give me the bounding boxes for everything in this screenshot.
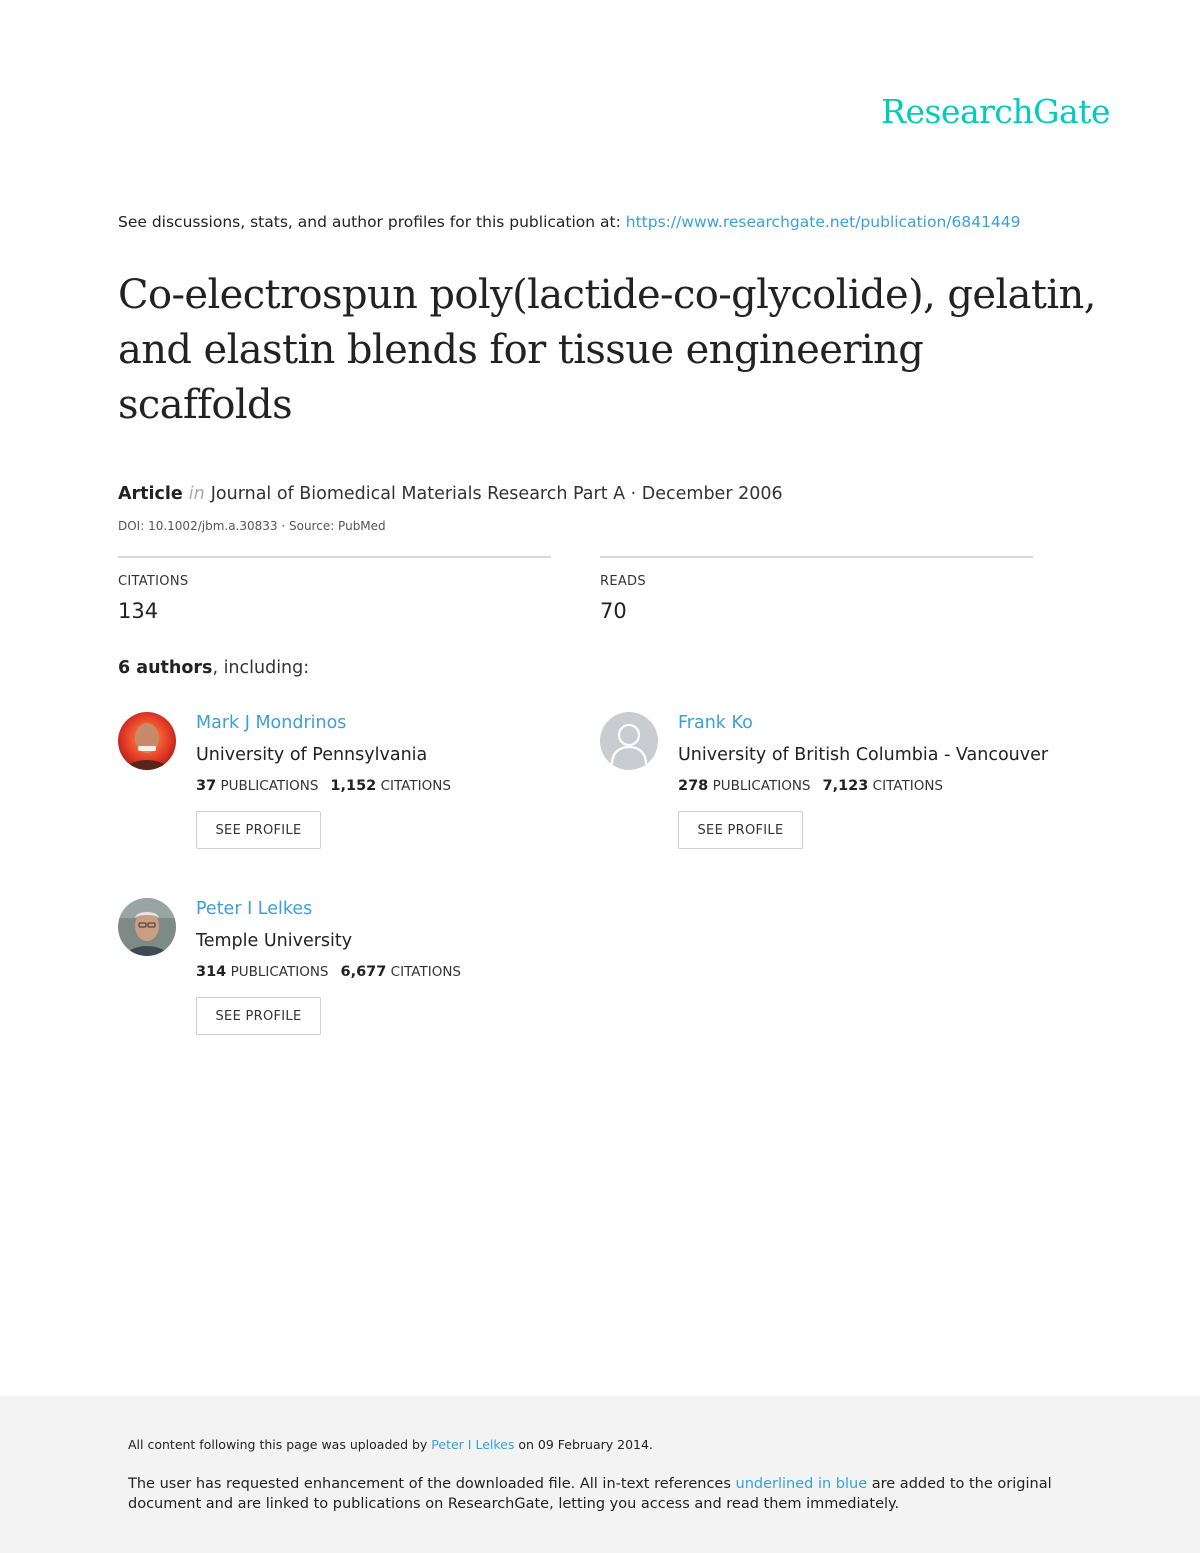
citations-value: 134 (118, 599, 159, 623)
journal-date[interactable]: Journal of Biomedical Materials Research Part A · December 2006 (210, 484, 783, 504)
footer-notice (0, 1396, 1200, 1553)
reads-stat (600, 556, 1033, 623)
publications-count: 278 (678, 778, 709, 794)
authors-count: 6 authors (118, 658, 213, 678)
citations-label: CITATIONS (390, 964, 461, 980)
intro-text: See discussions, stats, and author profiles for this publication at: (118, 213, 626, 231)
author-avatar[interactable] (118, 712, 176, 770)
author-stats (196, 778, 596, 794)
author-name-link[interactable]: Mark J Mondrinos (196, 713, 347, 733)
publications-label: PUBLICATIONS (220, 778, 319, 794)
citations-label: CITATIONS (380, 778, 451, 794)
upload-suffix: on 09 February 2014. (514, 1437, 653, 1452)
enhancement-notice (128, 1474, 1068, 1514)
avatar-photo-icon (118, 898, 176, 956)
uploader-link[interactable]: Peter I Lelkes (431, 1437, 515, 1452)
author-institution: University of British Columbia - Vancouver (678, 745, 1049, 765)
see-profile-button[interactable]: SEE PROFILE (678, 811, 803, 849)
upload-info (128, 1437, 653, 1452)
publication-type: Article (118, 484, 183, 504)
in-label: in (188, 484, 205, 504)
see-profile-button[interactable]: SEE PROFILE (196, 997, 321, 1035)
author-stats (678, 778, 1078, 794)
author-avatar[interactable] (118, 898, 176, 956)
notice-prefix: The user has requested enhancement of the downloaded file. All in-text references (128, 1476, 736, 1492)
authors-summary (118, 658, 309, 678)
see-profile-button[interactable]: SEE PROFILE (196, 811, 321, 849)
avatar-photo-icon (118, 712, 176, 770)
citations-stat (118, 556, 551, 623)
author-stats (196, 964, 596, 980)
author-name-link[interactable]: Peter I Lelkes (196, 899, 313, 919)
author-institution: University of Pennsylvania (196, 745, 428, 765)
citations-label: CITATIONS (118, 574, 189, 589)
reads-label: READS (600, 574, 646, 589)
author-name-link[interactable]: Frank Ko (678, 713, 753, 733)
notice-suffix: are added to the original document and are linked to publications on ResearchGate, letting you access and read them immediately. (128, 1476, 1052, 1512)
publications-label: PUBLICATIONS (712, 778, 811, 794)
upload-prefix: All content following this page was uploaded by (128, 1437, 432, 1452)
underlined-in-blue-link[interactable]: underlined in blue (735, 1476, 868, 1492)
doi-source: DOI: 10.1002/jbm.a.30833 · Source: PubMed (118, 519, 386, 533)
publications-count: 37 (196, 778, 217, 794)
citations-count: 7,123 (822, 778, 869, 794)
default-avatar-icon (600, 712, 658, 770)
publications-count: 314 (196, 964, 227, 980)
reads-value: 70 (600, 599, 627, 623)
author-avatar[interactable] (600, 712, 658, 770)
publication-meta (118, 484, 783, 504)
author-institution: Temple University (196, 931, 353, 951)
citations-label: CITATIONS (872, 778, 943, 794)
researchgate-logo[interactable]: ResearchGate (881, 92, 1110, 131)
authors-suffix: , including: (212, 658, 310, 678)
citations-count: 6,677 (340, 964, 387, 980)
publications-label: PUBLICATIONS (230, 964, 329, 980)
publication-title: Co-electrospun poly(lactide-co-glycolide), gelatin, and elastin blends for tissue engineering scaffolds (118, 272, 1096, 428)
citations-count: 1,152 (330, 778, 377, 794)
publication-url-link[interactable]: https://www.researchgate.net/publication/6841449 (625, 213, 1021, 231)
publication-intro (118, 213, 1021, 231)
